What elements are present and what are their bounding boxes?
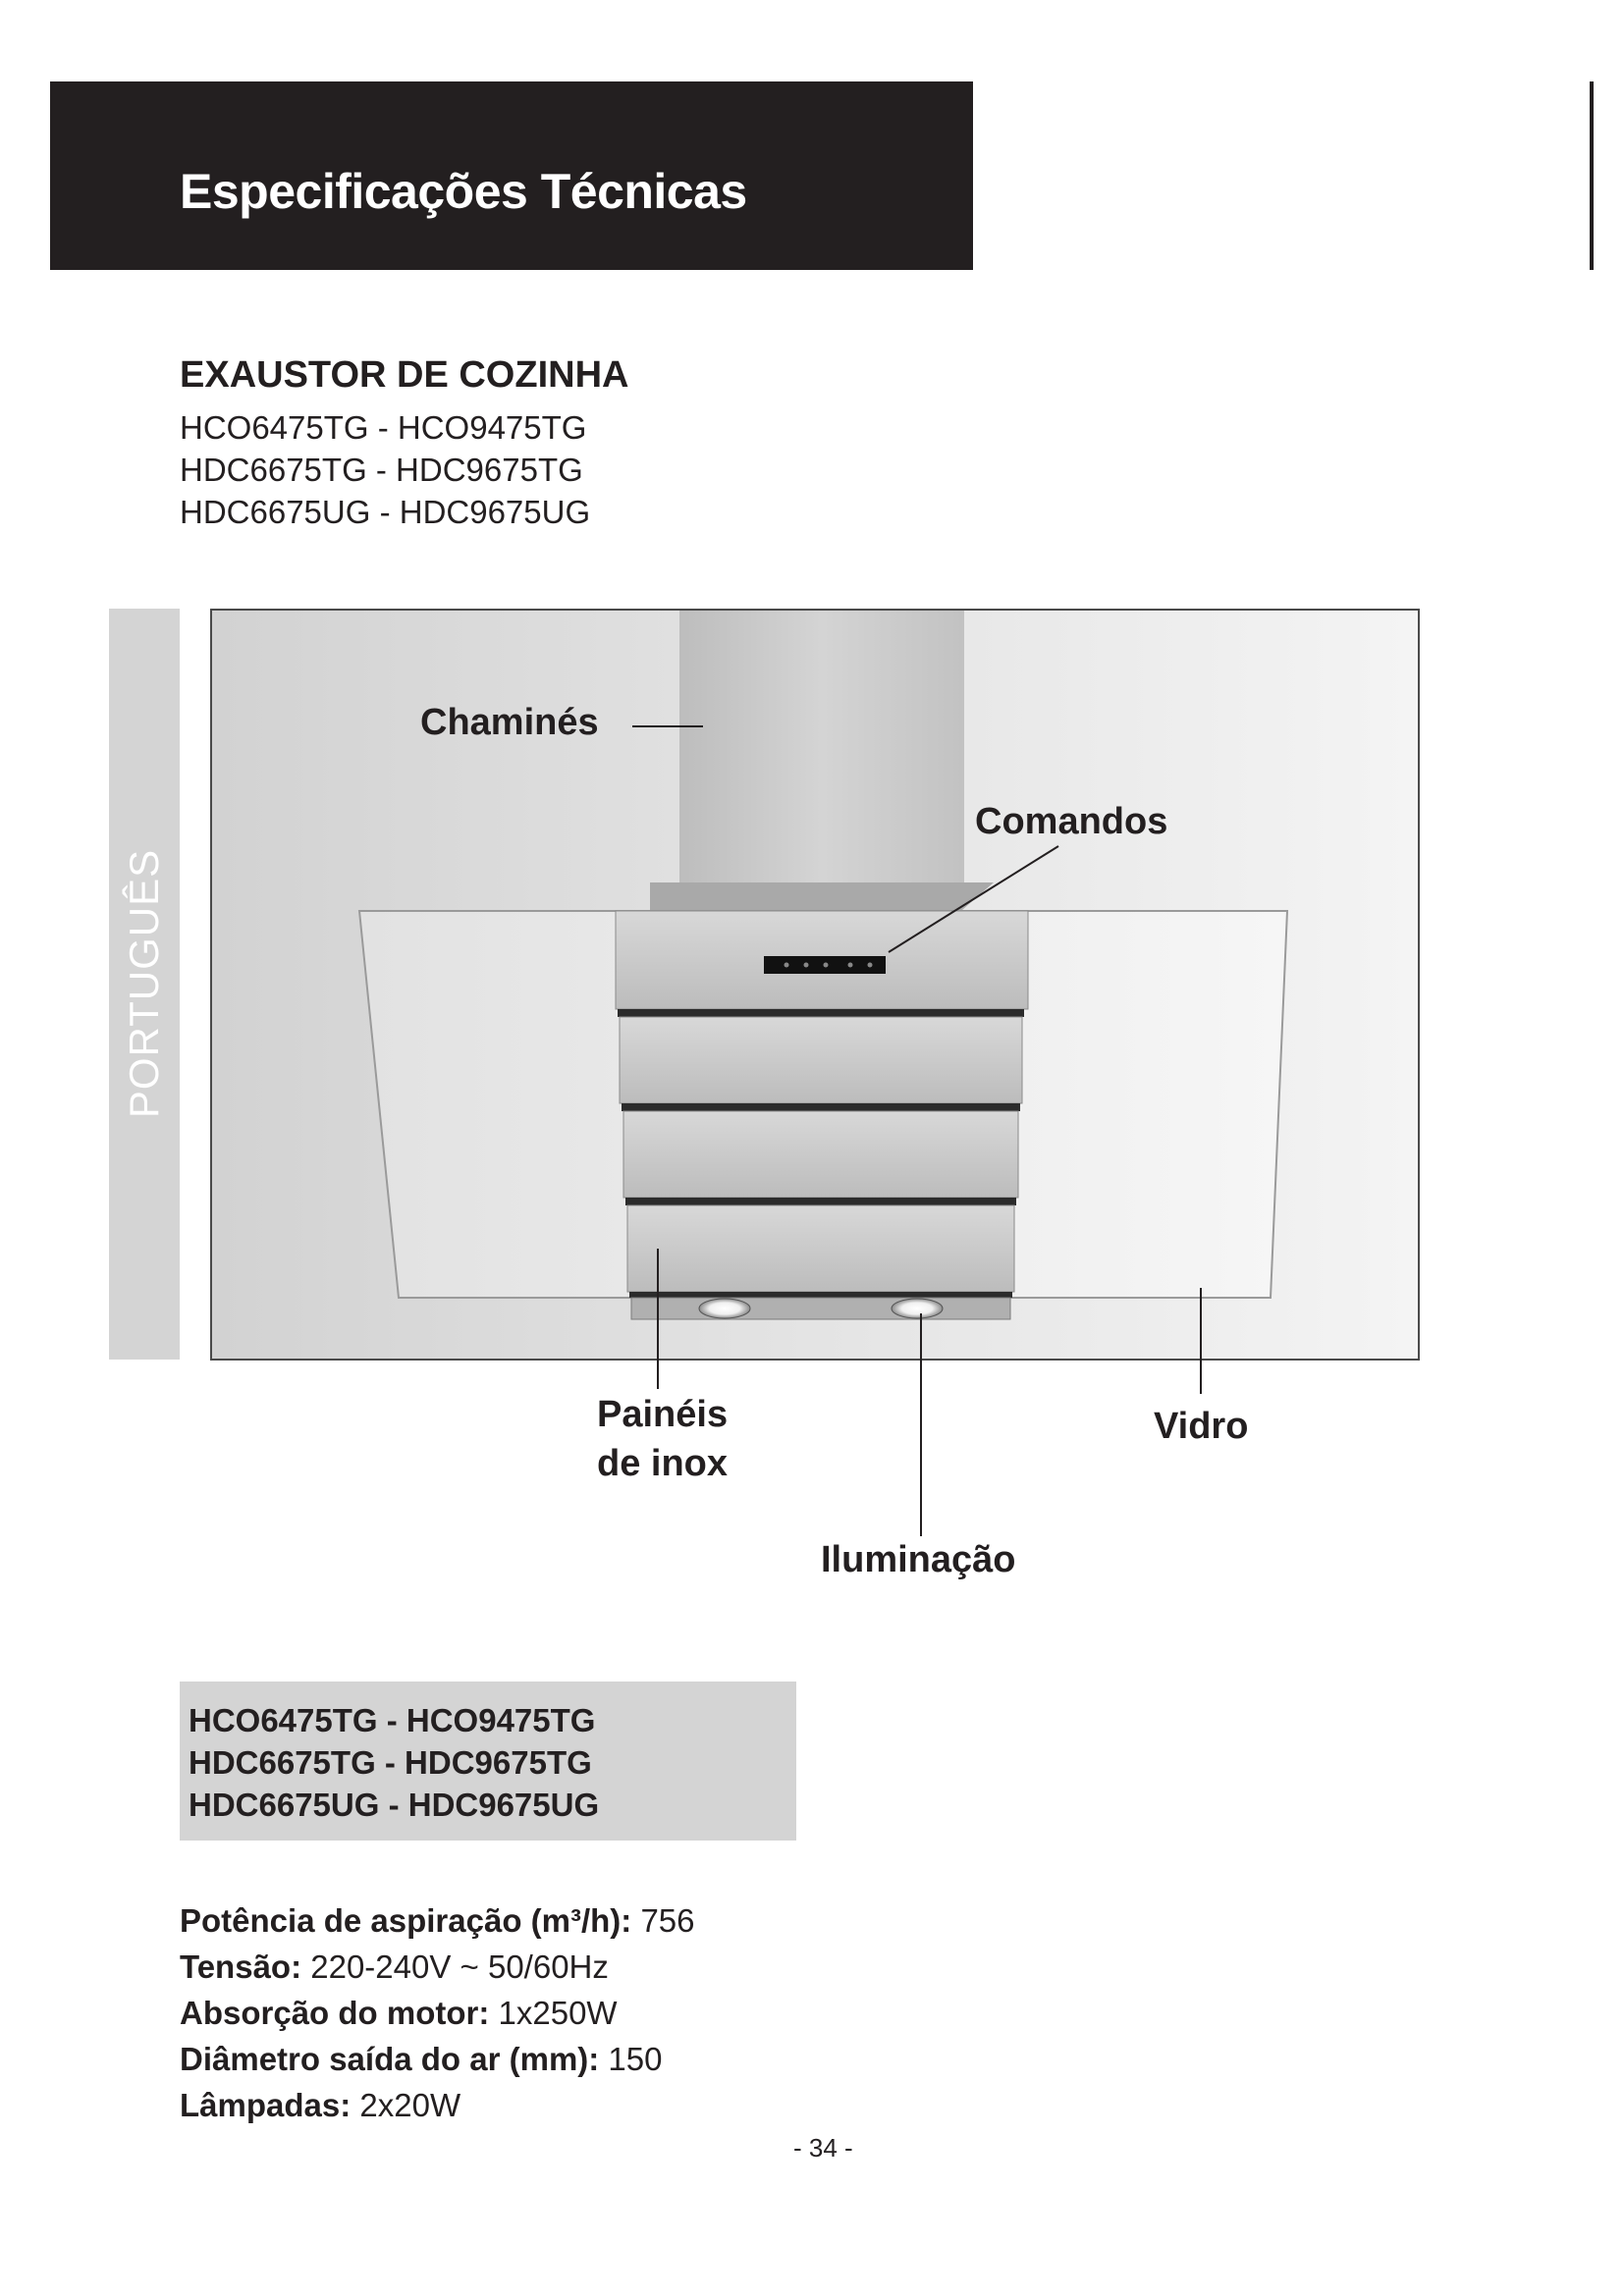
callout-steel-panels-line1: Painéis xyxy=(597,1394,729,1435)
spec-label: Potência de aspiração (m³/h): xyxy=(180,1902,632,1939)
spec-value: 150 xyxy=(599,2041,663,2077)
callout-lighting: Iluminação xyxy=(821,1539,1016,1580)
callout-glass: Vidro xyxy=(1154,1406,1249,1447)
model-line: HCO6475TG - HCO9475TG xyxy=(180,409,587,446)
model-line: HDC6675UG - HDC9675UG xyxy=(180,494,591,530)
spec-value: 220-240V ~ 50/60Hz xyxy=(301,1949,609,1985)
models-box-line: HDC6675TG - HDC9675TG xyxy=(189,1744,592,1781)
spec-value: 1x250W xyxy=(489,1995,618,2031)
spec-label: Lâmpadas: xyxy=(180,2087,352,2123)
callout-chimney: Chaminés xyxy=(420,702,599,743)
page-number: - 34 - xyxy=(793,2133,853,2163)
spec-label: Tensão: xyxy=(180,1949,302,1985)
callout-controls: Comandos xyxy=(975,801,1168,842)
spec-motor-absorption xyxy=(180,1995,618,2032)
spec-air-outlet-diameter xyxy=(180,2041,663,2078)
models-box-line: HDC6675UG - HDC9675UG xyxy=(189,1787,600,1823)
page-title: Especificações Técnicas xyxy=(180,164,747,219)
spec-suction-power xyxy=(180,1902,695,1940)
spec-value: 2x20W xyxy=(351,2087,461,2123)
language-tab-label: PORTUGUÊS xyxy=(121,848,167,1119)
spec-value: 756 xyxy=(631,1902,695,1939)
model-line: HDC6675TG - HDC9675TG xyxy=(180,452,583,488)
spec-lamps xyxy=(180,2087,460,2124)
callout-steel-panels xyxy=(597,1390,728,1488)
spec-label: Diâmetro saída do ar (mm): xyxy=(180,2041,600,2077)
spec-label: Absorção do motor: xyxy=(180,1995,490,2031)
callout-steel-panels-line2: de inox xyxy=(597,1443,729,1484)
product-heading: EXAUSTOR DE COZINHA xyxy=(180,354,629,396)
spec-voltage xyxy=(180,1949,609,1986)
models-box-line: HCO6475TG - HCO9475TG xyxy=(189,1702,596,1738)
